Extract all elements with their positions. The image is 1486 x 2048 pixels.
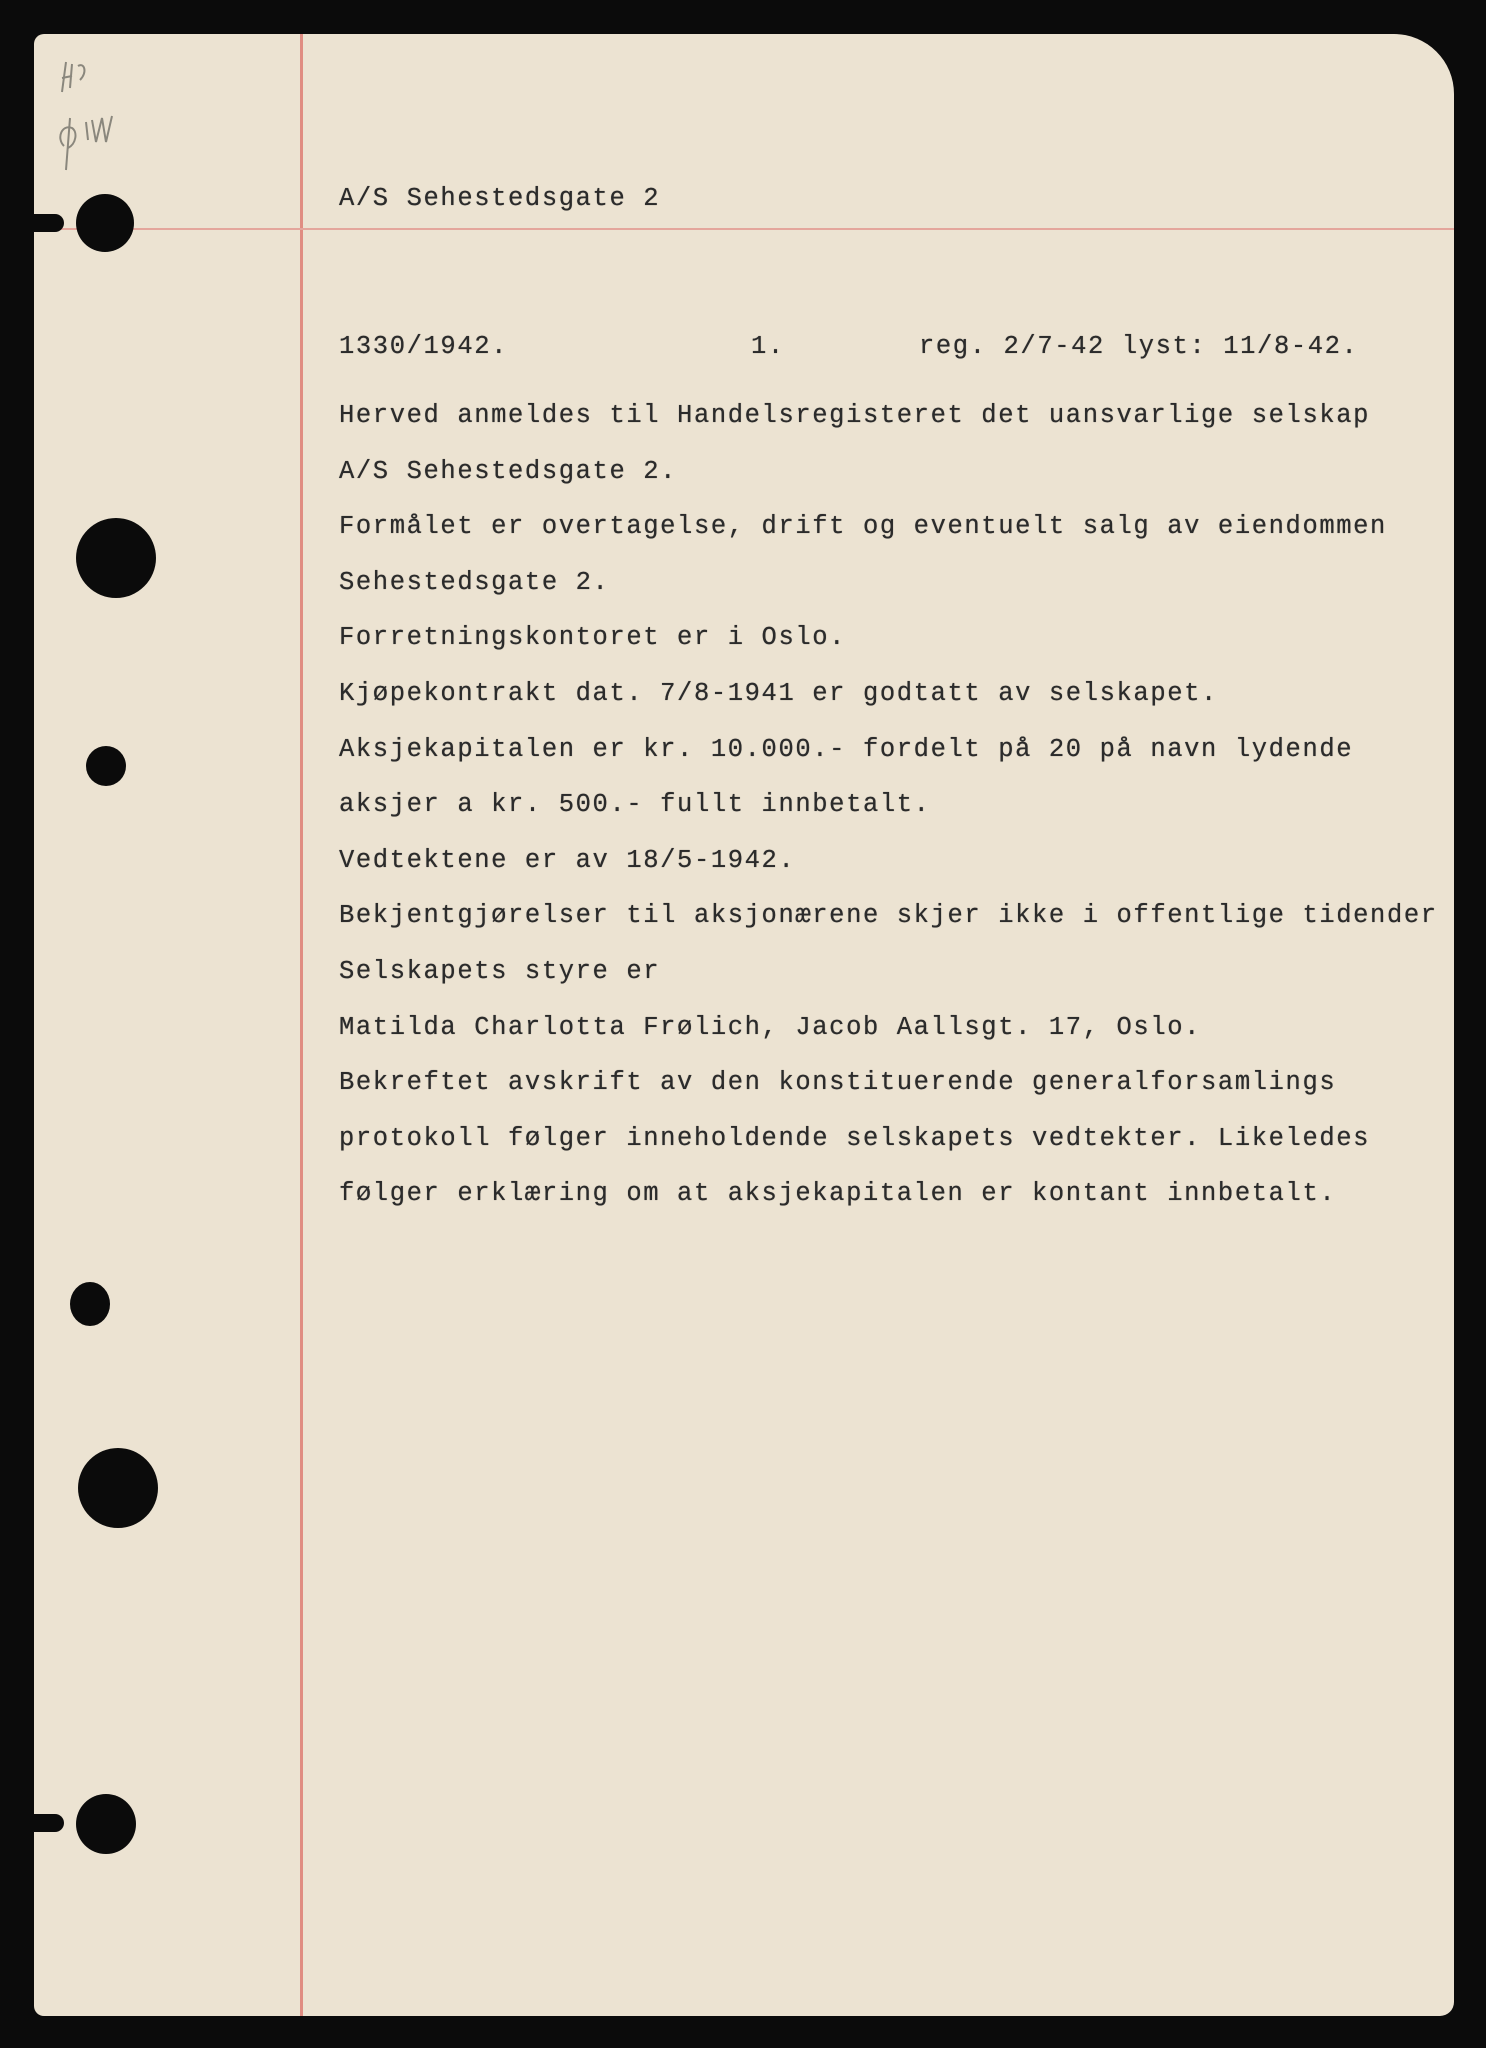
- text-line: Sehestedsgate 2.: [339, 567, 610, 597]
- punch-hole: [76, 518, 156, 598]
- text-line: protokoll følger inneholdende selskapets vedtekter. Likeledes: [339, 1123, 1371, 1153]
- registration-item: 1.: [751, 332, 785, 361]
- document-title: A/S Sehestedsgate 2: [339, 184, 661, 213]
- punch-hole: [76, 194, 134, 252]
- punch-hole: [70, 1282, 110, 1326]
- text-line: Bekjentgjørelser til aksjonærene skjer ikke i offentlige tidender: [339, 901, 1438, 931]
- text-line: Bekreftet avskrift av den konstituerende generalforsamlings: [339, 1068, 1337, 1098]
- text-line: Selskapets styre er: [339, 956, 661, 986]
- registration-number: 1330/1942.: [339, 332, 509, 361]
- text-line: aksjer a kr. 500.- fullt innbetalt.: [339, 790, 931, 820]
- hole-notch: [34, 1814, 64, 1832]
- punch-hole: [78, 1448, 158, 1528]
- hole-notch: [34, 214, 64, 232]
- text-line: A/S Sehestedsgate 2.: [339, 456, 678, 486]
- text-line: Forretningskontoret er i Oslo.: [339, 623, 847, 653]
- text-line: Herved anmeldes til Handelsregisteret det uansvarlige selskap: [339, 401, 1371, 430]
- punch-hole: [76, 1794, 136, 1854]
- text-line: Kjøpekontrakt dat. 7/8-1941 er godtatt av selskapet.: [339, 678, 1218, 708]
- handwritten-annotation: [48, 58, 138, 178]
- text-line: Matilda Charlotta Frølich, Jacob Aallsgt. 17, Oslo.: [339, 1012, 1202, 1042]
- text-line: Aksjekapitalen er kr. 10.000.- fordelt på 20 på navn lydende: [339, 734, 1354, 764]
- body-text: [339, 388, 1454, 1222]
- document-page: [34, 34, 1454, 2016]
- registration-dates: reg. 2/7-42 lyst: 11/8-42.: [919, 332, 1359, 361]
- text-line: Formålet er overtagelse, drift og eventuelt salg av eiendommen: [339, 512, 1387, 542]
- vertical-margin-line: [300, 34, 303, 2016]
- punch-hole: [86, 746, 126, 786]
- text-line: Vedtektene er av 18/5-1942.: [339, 845, 796, 875]
- horizontal-margin-line: [34, 228, 1454, 230]
- text-line: følger erklæring om at aksjekapitalen er kontant innbetalt.: [339, 1179, 1337, 1209]
